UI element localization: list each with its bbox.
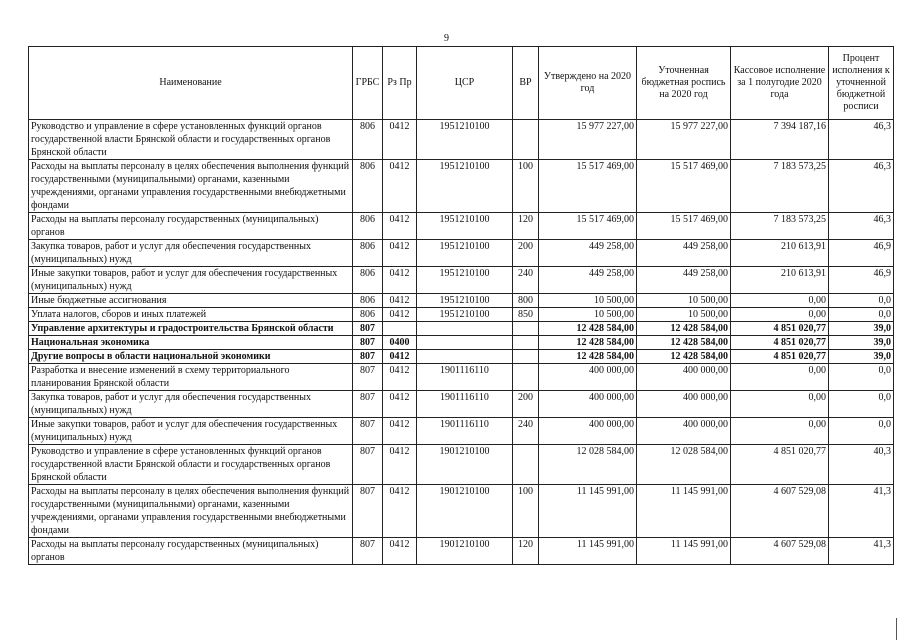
row-grbs-cell: 807 bbox=[353, 322, 383, 336]
table-row bbox=[29, 364, 894, 391]
table-row bbox=[29, 350, 894, 364]
header-name: Наименование bbox=[29, 47, 353, 120]
row-csr-cell: 1951210100 bbox=[417, 294, 513, 308]
row-approved-cell: 400 000,00 bbox=[539, 418, 637, 445]
row-approved-cell: 15 517 469,00 bbox=[539, 160, 637, 213]
table-row bbox=[29, 213, 894, 240]
row-cash-cell: 4 607 529,08 bbox=[731, 538, 829, 565]
row-cash-cell: 210 613,91 bbox=[731, 267, 829, 294]
row-clarified-cell: 15 517 469,00 bbox=[637, 213, 731, 240]
row-clarified-cell: 449 258,00 bbox=[637, 240, 731, 267]
row-percent-cell: 0,0 bbox=[829, 294, 894, 308]
row-rzpr-cell: 0400 bbox=[383, 336, 417, 350]
row-grbs-cell: 806 bbox=[353, 213, 383, 240]
row-name-cell: Руководство и управление в сфере установленных функций органов государственной власти Брянской области и государственных органов Брянской области bbox=[29, 445, 353, 485]
row-rzpr-cell: 0412 bbox=[383, 364, 417, 391]
row-vr-cell bbox=[513, 445, 539, 485]
table-row bbox=[29, 267, 894, 294]
row-rzpr-cell: 0412 bbox=[383, 485, 417, 538]
row-vr-cell: 240 bbox=[513, 267, 539, 294]
row-percent-cell: 46,9 bbox=[829, 267, 894, 294]
row-rzpr-cell: 0412 bbox=[383, 213, 417, 240]
table-row bbox=[29, 336, 894, 350]
row-percent-cell: 46,3 bbox=[829, 120, 894, 160]
row-percent-cell: 0,0 bbox=[829, 308, 894, 322]
row-rzpr-cell: 0412 bbox=[383, 267, 417, 294]
row-name-cell: Закупка товаров, работ и услуг для обеспечения государственных (муниципальных) нужд bbox=[29, 240, 353, 267]
row-name-cell: Иные закупки товаров, работ и услуг для обеспечения государственных (муниципальных) нужд bbox=[29, 267, 353, 294]
row-approved-cell: 11 145 991,00 bbox=[539, 538, 637, 565]
row-percent-cell: 39,0 bbox=[829, 336, 894, 350]
row-csr-cell: 1901210100 bbox=[417, 445, 513, 485]
row-percent-cell: 41,3 bbox=[829, 538, 894, 565]
row-grbs-cell: 807 bbox=[353, 336, 383, 350]
row-name-cell: Национальная экономика bbox=[29, 336, 353, 350]
row-approved-cell: 400 000,00 bbox=[539, 364, 637, 391]
row-name-cell: Руководство и управление в сфере установленных функций органов государственной власти Брянской области и государственных органов Брянской области bbox=[29, 120, 353, 160]
row-name-cell: Расходы на выплаты персоналу в целях обеспечения выполнения функций государственными (муниципальными) органами, казенными учреждениями, органами управления государственными внебюджетными фондами bbox=[29, 160, 353, 213]
row-vr-cell bbox=[513, 350, 539, 364]
header-vr: ВР bbox=[513, 47, 539, 120]
row-vr-cell bbox=[513, 120, 539, 160]
row-csr-cell: 1901210100 bbox=[417, 485, 513, 538]
row-approved-cell: 12 428 584,00 bbox=[539, 350, 637, 364]
row-grbs-cell: 807 bbox=[353, 418, 383, 445]
row-clarified-cell: 12 428 584,00 bbox=[637, 350, 731, 364]
row-grbs-cell: 807 bbox=[353, 364, 383, 391]
row-csr-cell: 1901116110 bbox=[417, 391, 513, 418]
page-number: 9 bbox=[444, 33, 449, 44]
row-rzpr-cell: 0412 bbox=[383, 294, 417, 308]
table-row bbox=[29, 485, 894, 538]
row-name-cell: Закупка товаров, работ и услуг для обеспечения государственных (муниципальных) нужд bbox=[29, 391, 353, 418]
row-vr-cell: 800 bbox=[513, 294, 539, 308]
row-clarified-cell: 10 500,00 bbox=[637, 294, 731, 308]
table-row bbox=[29, 445, 894, 485]
row-name-cell: Расходы на выплаты персоналу государственных (муниципальных) органов bbox=[29, 538, 353, 565]
row-percent-cell: 39,0 bbox=[829, 350, 894, 364]
row-csr-cell: 1951210100 bbox=[417, 160, 513, 213]
table-row bbox=[29, 308, 894, 322]
row-name-cell: Другие вопросы в области национальной экономики bbox=[29, 350, 353, 364]
table-row bbox=[29, 322, 894, 336]
row-rzpr-cell: 0412 bbox=[383, 538, 417, 565]
row-clarified-cell: 12 028 584,00 bbox=[637, 445, 731, 485]
row-clarified-cell: 400 000,00 bbox=[637, 391, 731, 418]
row-clarified-cell: 400 000,00 bbox=[637, 364, 731, 391]
header-percent: Процент исполнения к уточненной бюджетной росписи bbox=[829, 47, 894, 120]
row-vr-cell: 200 bbox=[513, 240, 539, 267]
row-csr-cell bbox=[417, 336, 513, 350]
row-vr-cell bbox=[513, 322, 539, 336]
row-cash-cell: 0,00 bbox=[731, 308, 829, 322]
row-approved-cell: 15 977 227,00 bbox=[539, 120, 637, 160]
table-row bbox=[29, 120, 894, 160]
row-approved-cell: 11 145 991,00 bbox=[539, 485, 637, 538]
header-cash: Кассовое исполнение за 1 полугодие 2020 года bbox=[731, 47, 829, 120]
header-csr: ЦСР bbox=[417, 47, 513, 120]
table-body bbox=[29, 120, 894, 565]
row-csr-cell: 1951210100 bbox=[417, 267, 513, 294]
table-row bbox=[29, 391, 894, 418]
row-approved-cell: 400 000,00 bbox=[539, 391, 637, 418]
row-grbs-cell: 806 bbox=[353, 160, 383, 213]
table-row bbox=[29, 240, 894, 267]
row-clarified-cell: 449 258,00 bbox=[637, 267, 731, 294]
row-csr-cell: 1951210100 bbox=[417, 213, 513, 240]
row-rzpr-cell: 0412 bbox=[383, 350, 417, 364]
row-approved-cell: 12 428 584,00 bbox=[539, 336, 637, 350]
row-cash-cell: 0,00 bbox=[731, 364, 829, 391]
row-cash-cell: 4 851 020,77 bbox=[731, 350, 829, 364]
row-grbs-cell: 807 bbox=[353, 391, 383, 418]
row-vr-cell: 100 bbox=[513, 160, 539, 213]
row-cash-cell: 7 183 573,25 bbox=[731, 160, 829, 213]
row-vr-cell: 240 bbox=[513, 418, 539, 445]
row-grbs-cell: 807 bbox=[353, 538, 383, 565]
row-name-cell: Расходы на выплаты персоналу в целях обеспечения выполнения функций государственными (муниципальными) органами, казенными учреждениями, органами управления государственными внебюджетными фондами bbox=[29, 485, 353, 538]
row-cash-cell: 0,00 bbox=[731, 294, 829, 308]
row-grbs-cell: 806 bbox=[353, 120, 383, 160]
row-clarified-cell: 400 000,00 bbox=[637, 418, 731, 445]
row-clarified-cell: 12 428 584,00 bbox=[637, 322, 731, 336]
row-approved-cell: 10 500,00 bbox=[539, 308, 637, 322]
row-grbs-cell: 807 bbox=[353, 445, 383, 485]
row-cash-cell: 4 851 020,77 bbox=[731, 336, 829, 350]
row-csr-cell: 1951210100 bbox=[417, 120, 513, 160]
row-cash-cell: 0,00 bbox=[731, 391, 829, 418]
row-rzpr-cell: 0412 bbox=[383, 240, 417, 267]
row-clarified-cell: 10 500,00 bbox=[637, 308, 731, 322]
row-csr-cell bbox=[417, 322, 513, 336]
row-cash-cell: 210 613,91 bbox=[731, 240, 829, 267]
row-vr-cell: 120 bbox=[513, 213, 539, 240]
row-vr-cell: 200 bbox=[513, 391, 539, 418]
row-name-cell: Расходы на выплаты персоналу государственных (муниципальных) органов bbox=[29, 213, 353, 240]
row-approved-cell: 12 428 584,00 bbox=[539, 322, 637, 336]
row-percent-cell: 0,0 bbox=[829, 364, 894, 391]
row-clarified-cell: 12 428 584,00 bbox=[637, 336, 731, 350]
row-approved-cell: 12 028 584,00 bbox=[539, 445, 637, 485]
row-clarified-cell: 11 145 991,00 bbox=[637, 485, 731, 538]
row-csr-cell: 1951210100 bbox=[417, 308, 513, 322]
row-name-cell: Уплата налогов, сборов и иных платежей bbox=[29, 308, 353, 322]
table-header-row bbox=[29, 47, 894, 120]
row-clarified-cell: 11 145 991,00 bbox=[637, 538, 731, 565]
header-rzpr: Рз Пр bbox=[383, 47, 417, 120]
row-percent-cell: 0,0 bbox=[829, 418, 894, 445]
table-row bbox=[29, 418, 894, 445]
row-grbs-cell: 806 bbox=[353, 294, 383, 308]
row-percent-cell: 40,3 bbox=[829, 445, 894, 485]
row-percent-cell: 46,3 bbox=[829, 160, 894, 213]
row-grbs-cell: 807 bbox=[353, 485, 383, 538]
row-vr-cell bbox=[513, 364, 539, 391]
row-approved-cell: 449 258,00 bbox=[539, 267, 637, 294]
header-grbs: ГРБС bbox=[353, 47, 383, 120]
row-rzpr-cell: 0412 bbox=[383, 445, 417, 485]
header-approved: Утверждено на 2020 год bbox=[539, 47, 637, 120]
row-vr-cell: 100 bbox=[513, 485, 539, 538]
row-percent-cell: 0,0 bbox=[829, 391, 894, 418]
row-grbs-cell: 806 bbox=[353, 267, 383, 294]
row-grbs-cell: 807 bbox=[353, 350, 383, 364]
row-percent-cell: 46,3 bbox=[829, 213, 894, 240]
table-row bbox=[29, 538, 894, 565]
row-grbs-cell: 806 bbox=[353, 240, 383, 267]
header-clarified: Уточненная бюджетная роспись на 2020 год bbox=[637, 47, 731, 120]
row-percent-cell: 41,3 bbox=[829, 485, 894, 538]
row-cash-cell: 4 607 529,08 bbox=[731, 485, 829, 538]
row-rzpr-cell: 0412 bbox=[383, 391, 417, 418]
row-name-cell: Разработка и внесение изменений в схему территориального планирования Брянской области bbox=[29, 364, 353, 391]
row-cash-cell: 4 851 020,77 bbox=[731, 445, 829, 485]
row-vr-cell: 850 bbox=[513, 308, 539, 322]
row-approved-cell: 449 258,00 bbox=[539, 240, 637, 267]
row-name-cell: Управление архитектуры и градостроительства Брянской области bbox=[29, 322, 353, 336]
row-rzpr-cell: 0412 bbox=[383, 418, 417, 445]
row-csr-cell: 1901116110 bbox=[417, 418, 513, 445]
table-row bbox=[29, 160, 894, 213]
row-name-cell: Иные закупки товаров, работ и услуг для обеспечения государственных (муниципальных) нужд bbox=[29, 418, 353, 445]
row-approved-cell: 10 500,00 bbox=[539, 294, 637, 308]
row-cash-cell: 7 183 573,25 bbox=[731, 213, 829, 240]
row-name-cell: Иные бюджетные ассигнования bbox=[29, 294, 353, 308]
row-clarified-cell: 15 977 227,00 bbox=[637, 120, 731, 160]
row-cash-cell: 0,00 bbox=[731, 418, 829, 445]
row-rzpr-cell: 0412 bbox=[383, 160, 417, 213]
row-rzpr-cell bbox=[383, 322, 417, 336]
row-percent-cell: 39,0 bbox=[829, 322, 894, 336]
row-rzpr-cell: 0412 bbox=[383, 120, 417, 160]
row-csr-cell: 1951210100 bbox=[417, 240, 513, 267]
scan-edge-mark bbox=[896, 618, 897, 640]
row-clarified-cell: 15 517 469,00 bbox=[637, 160, 731, 213]
row-cash-cell: 4 851 020,77 bbox=[731, 322, 829, 336]
row-grbs-cell: 806 bbox=[353, 308, 383, 322]
budget-execution-table bbox=[28, 46, 894, 565]
table-row bbox=[29, 294, 894, 308]
row-approved-cell: 15 517 469,00 bbox=[539, 213, 637, 240]
row-cash-cell: 7 394 187,16 bbox=[731, 120, 829, 160]
row-vr-cell: 120 bbox=[513, 538, 539, 565]
row-vr-cell bbox=[513, 336, 539, 350]
row-percent-cell: 46,9 bbox=[829, 240, 894, 267]
row-csr-cell: 1901116110 bbox=[417, 364, 513, 391]
row-csr-cell: 1901210100 bbox=[417, 538, 513, 565]
row-csr-cell bbox=[417, 350, 513, 364]
row-rzpr-cell: 0412 bbox=[383, 308, 417, 322]
